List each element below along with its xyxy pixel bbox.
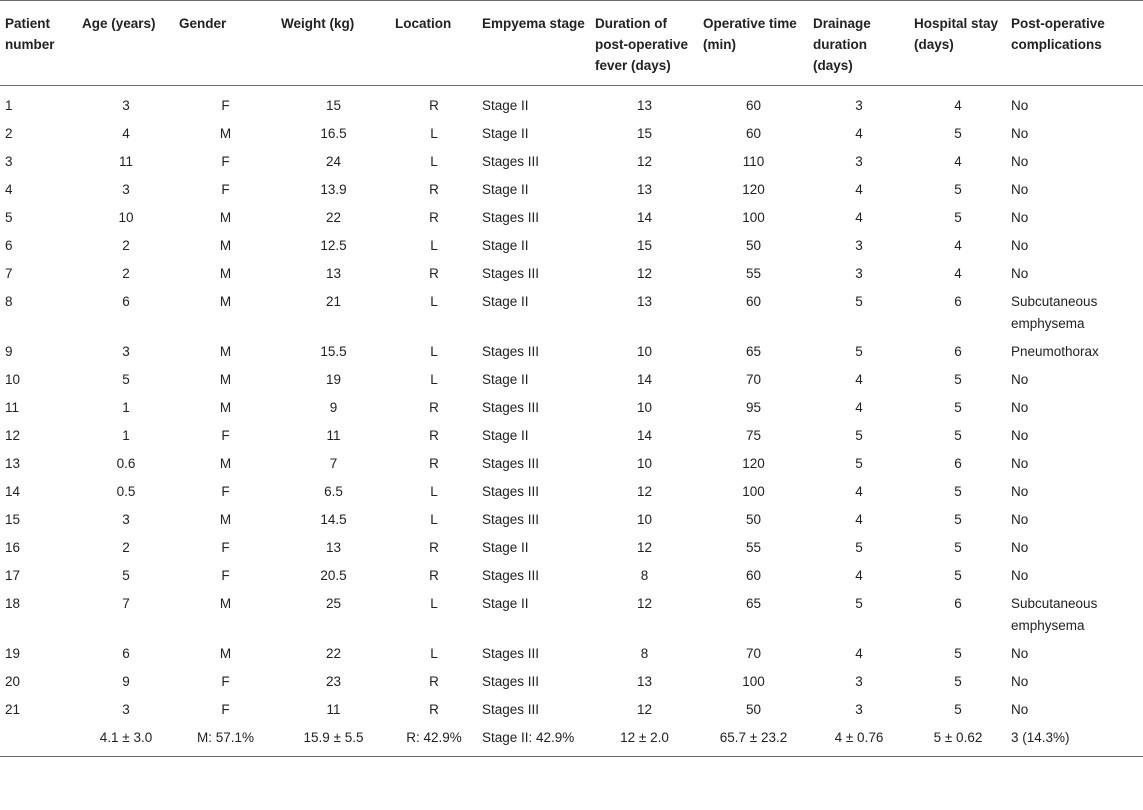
table-cell: 2 — [122, 238, 130, 253]
table-cell: L — [430, 596, 438, 611]
table-row — [0, 668, 1143, 696]
table-cell: 50 — [745, 238, 762, 253]
table-cell: 4 — [954, 98, 962, 113]
table-cell: 4 — [954, 238, 962, 253]
table-cell: 50 — [745, 512, 762, 527]
table-cell: 11 — [118, 154, 133, 169]
table-cell: 5 — [954, 512, 962, 527]
table-cell: 19 — [5, 646, 21, 661]
table-cell: 6 — [954, 294, 962, 309]
table-row — [0, 562, 1143, 590]
table-cell: 60 — [745, 568, 762, 583]
table-cell: 11 — [326, 702, 341, 717]
table-cell: 14 — [636, 210, 653, 225]
table-cell: 14 — [5, 484, 21, 499]
table-cell: 65 — [745, 596, 762, 611]
table-cell: 9 — [329, 400, 338, 415]
table-cell: 100 — [742, 484, 765, 499]
table-cell: 3 — [855, 674, 863, 689]
table-cell: R — [429, 568, 439, 583]
table-cell: 6 — [954, 456, 962, 471]
table-cell: Stages III — [482, 674, 540, 689]
table-cell: 14 — [636, 372, 653, 387]
table-cell: 55 — [745, 540, 762, 555]
table-cell: 12 — [5, 428, 21, 443]
table-cell: 4 — [855, 182, 863, 197]
table-cell: 13 — [325, 540, 342, 555]
table-cell: 4 — [855, 126, 863, 141]
table-cell: 4.1 ± 3.0 — [99, 730, 153, 745]
table-cell: 5 — [954, 400, 962, 415]
table-cell: 120 — [742, 182, 765, 197]
table-cell: R — [429, 182, 439, 197]
table-cell: 23 — [325, 674, 342, 689]
table-cell: 5 — [855, 294, 863, 309]
table-cell: Stage II — [482, 294, 529, 309]
table-cell: 5 — [954, 646, 962, 661]
table-cell: 1 — [5, 98, 13, 113]
table-cell: 5 — [954, 674, 962, 689]
table-cell: 12 — [636, 154, 653, 169]
column-header: Operative time (min) — [703, 16, 797, 52]
table-row — [0, 338, 1143, 366]
table-cell: 7 — [5, 266, 13, 281]
table-cell: 5 — [954, 182, 962, 197]
table-cell: R: 42.9% — [406, 730, 462, 745]
table-row — [0, 86, 1143, 121]
table-cell: L — [430, 344, 438, 359]
table-cell: R — [429, 400, 439, 415]
table-cell: M — [219, 126, 232, 141]
table-row — [0, 176, 1143, 204]
table-cell: 95 — [745, 400, 762, 415]
table-row — [0, 260, 1143, 288]
table-cell: 20.5 — [320, 568, 347, 583]
table-cell: No — [1011, 182, 1029, 197]
table-cell: F — [221, 154, 230, 169]
table-cell: R — [429, 210, 439, 225]
table-cell: 4 — [855, 210, 863, 225]
table-row — [0, 450, 1143, 478]
table-cell: 2 — [5, 126, 13, 141]
table-cell: 5 — [855, 456, 863, 471]
table-row — [0, 204, 1143, 232]
table-cell: 5 — [954, 372, 962, 387]
table-cell — [0, 724, 77, 757]
table-cell: 21 — [5, 702, 21, 717]
table-cell: 10 — [636, 344, 653, 359]
table-cell: R — [429, 428, 439, 443]
table-row — [0, 506, 1143, 534]
table-cell: 2 — [122, 540, 130, 555]
table-cell: 5 — [122, 372, 130, 387]
table-cell: 17 — [5, 568, 21, 583]
table-cell: 50 — [745, 702, 762, 717]
table-cell: 15 — [636, 126, 653, 141]
table-cell: 4 — [855, 646, 863, 661]
table-cell: 15.9 ± 5.5 — [303, 730, 364, 745]
table-cell: 100 — [742, 674, 765, 689]
table-cell: No — [1011, 238, 1029, 253]
table-cell: 8 — [640, 646, 649, 661]
table-cell: L — [430, 154, 438, 169]
table-cell: 4 — [954, 266, 962, 281]
column-header: Duration of post-operative fever (days) — [595, 16, 689, 73]
table-row — [0, 394, 1143, 422]
table-cell: 6.5 — [324, 484, 343, 499]
table-cell: R — [429, 674, 439, 689]
table-row — [0, 288, 1143, 338]
summary-row — [0, 724, 1143, 757]
table-cell: 14 — [636, 428, 653, 443]
table-cell: Stages III — [482, 484, 540, 499]
table-cell: 12 — [636, 702, 653, 717]
table-row — [0, 590, 1143, 640]
table-cell: 3 — [122, 182, 130, 197]
table-cell: Pneumothorax — [1011, 344, 1099, 359]
table-cell: 8 — [5, 294, 13, 309]
table-cell: 55 — [745, 266, 762, 281]
table-cell: Stage II: 42.9% — [482, 730, 575, 745]
table-cell: 22 — [325, 646, 342, 661]
table-cell: L — [430, 126, 438, 141]
table-cell: Stage II — [482, 540, 529, 555]
table-cell: 6 — [122, 294, 130, 309]
table-cell: No — [1011, 702, 1029, 717]
table-cell: 10 — [118, 210, 134, 225]
table-cell: Stage II — [482, 596, 529, 611]
table-cell: 5 — [954, 484, 962, 499]
table-cell: 12 — [636, 540, 653, 555]
table-cell: F — [221, 540, 230, 555]
table-cell: 5 — [954, 428, 962, 443]
table-cell: 12 — [636, 484, 653, 499]
table-cell: 12 — [636, 266, 653, 281]
table-cell: 3 — [122, 98, 130, 113]
table-cell: 16.5 — [320, 126, 347, 141]
table-cell: 4 — [5, 182, 13, 197]
table-cell: 70 — [745, 646, 762, 661]
header-row — [0, 1, 1143, 86]
table-cell: 3 — [855, 266, 863, 281]
table-cell: No — [1011, 512, 1029, 527]
table-cell: 70 — [745, 372, 762, 387]
table-cell: 60 — [745, 294, 762, 309]
table-cell: 60 — [745, 126, 762, 141]
table-cell: F — [221, 702, 230, 717]
table-cell: M — [219, 646, 232, 661]
table-cell: 6 — [954, 344, 962, 359]
table-row — [0, 148, 1143, 176]
table-cell: 13 — [636, 674, 653, 689]
table-cell: F — [221, 428, 230, 443]
table-cell: 110 — [742, 154, 765, 169]
table-cell: 10 — [636, 400, 653, 415]
table-cell: 4 — [122, 126, 130, 141]
table-cell: 65.7 ± 23.2 — [719, 730, 788, 745]
table-cell: 6 — [954, 596, 962, 611]
table-cell: 20 — [5, 674, 21, 689]
table-cell: 19 — [325, 372, 342, 387]
table-cell: R — [429, 266, 439, 281]
table-cell: 5 — [855, 428, 863, 443]
table-cell: 4 ± 0.76 — [834, 730, 884, 745]
table-cell: M: 57.1% — [196, 730, 255, 745]
table-cell: Stage II — [482, 428, 529, 443]
table-cell: 15 — [636, 238, 653, 253]
table-cell: Stage II — [482, 126, 529, 141]
table-cell: L — [430, 646, 438, 661]
table-cell: 100 — [742, 210, 765, 225]
table-cell: L — [430, 484, 438, 499]
table-cell: 13.9 — [320, 182, 347, 197]
table-cell: No — [1011, 646, 1029, 661]
table-cell: 5 — [954, 210, 962, 225]
table-cell: 18 — [5, 596, 21, 611]
table-cell: No — [1011, 484, 1029, 499]
table-cell: 3 — [122, 512, 130, 527]
table-cell: Stages III — [482, 646, 540, 661]
column-header: Post-operative complications — [1011, 16, 1105, 52]
table-cell: 5 ± 0.62 — [933, 730, 983, 745]
table-row — [0, 534, 1143, 562]
table-cell: Stages III — [482, 568, 540, 583]
table-cell: M — [219, 456, 232, 471]
table-cell: 3 — [122, 702, 130, 717]
table-cell: 1 — [122, 428, 130, 443]
table-cell: 3 — [5, 154, 13, 169]
column-header: Patient number — [5, 16, 55, 52]
table-cell: 13 — [636, 294, 653, 309]
table-cell: Stages III — [482, 344, 540, 359]
table-cell: 3 — [855, 238, 863, 253]
table-cell: No — [1011, 540, 1029, 555]
table-cell: No — [1011, 266, 1029, 281]
table-cell: L — [430, 512, 438, 527]
table-cell: 24 — [325, 154, 342, 169]
table-cell: 0.5 — [116, 484, 136, 499]
table-cell: No — [1011, 568, 1029, 583]
table-cell: 5 — [954, 568, 962, 583]
table-cell: 12.5 — [320, 238, 347, 253]
table-cell: F — [221, 674, 230, 689]
table-cell: 0.6 — [116, 456, 136, 471]
table-cell: 13 — [325, 266, 342, 281]
table-cell: 5 — [855, 596, 863, 611]
table-cell: 16 — [5, 540, 21, 555]
table-cell: M — [219, 266, 232, 281]
table-cell: Stages III — [482, 154, 540, 169]
table-row — [0, 422, 1143, 450]
table-cell: Stage II — [482, 182, 529, 197]
table-cell: 1 — [122, 400, 130, 415]
table-cell: 22 — [325, 210, 342, 225]
table-cell: Stages III — [482, 702, 540, 717]
table-cell: 4 — [855, 372, 863, 387]
table-row — [0, 366, 1143, 394]
table-cell: 10 — [5, 372, 21, 387]
table-cell: 3 — [855, 702, 863, 717]
column-header: Empyema stage — [482, 16, 585, 31]
table-body — [0, 86, 1143, 757]
column-header: Drainage duration (days) — [813, 16, 871, 73]
table-cell: Subcutaneous emphysema — [1011, 294, 1098, 331]
table-cell: 3 — [855, 98, 863, 113]
column-header: Gender — [179, 16, 227, 31]
table-cell: 5 — [954, 126, 962, 141]
column-header: Location — [395, 16, 452, 31]
table-cell: R — [429, 702, 439, 717]
table-cell: 21 — [325, 294, 342, 309]
table-cell: F — [221, 568, 230, 583]
table-cell: 8 — [640, 568, 649, 583]
table-cell: 5 — [855, 540, 863, 555]
table-cell: M — [219, 596, 232, 611]
table-cell: 5 — [5, 210, 13, 225]
table-cell: 12 — [636, 596, 653, 611]
table-cell: No — [1011, 210, 1029, 225]
table-cell: 15 — [325, 98, 342, 113]
table-cell: No — [1011, 674, 1029, 689]
table-header — [0, 1, 1143, 86]
table-cell: L — [430, 294, 438, 309]
table-cell: 4 — [855, 400, 863, 415]
table-cell: 120 — [742, 456, 765, 471]
table-cell: M — [219, 512, 232, 527]
table-cell: F — [221, 182, 230, 197]
table-cell: 13 — [636, 98, 653, 113]
table-cell: L — [430, 238, 438, 253]
table-cell: 11 — [326, 428, 341, 443]
table-cell: 3 — [855, 154, 863, 169]
table-cell: L — [430, 372, 438, 387]
table-cell: 2 — [122, 266, 130, 281]
table-cell: M — [219, 294, 232, 309]
table-row — [0, 640, 1143, 668]
table-cell: 60 — [745, 98, 762, 113]
table-cell: 65 — [745, 344, 762, 359]
table-cell: 10 — [636, 512, 653, 527]
table-cell: 13 — [5, 456, 21, 471]
table-cell: 3 (14.3%) — [1011, 730, 1070, 745]
table-cell: No — [1011, 154, 1029, 169]
column-header: Weight (kg) — [281, 16, 355, 31]
table-cell: Stage II — [482, 372, 529, 387]
table-cell: 13 — [636, 182, 653, 197]
table-cell: 4 — [954, 154, 962, 169]
column-header: Hospital stay (days) — [914, 16, 999, 52]
table-cell: Stages III — [482, 456, 540, 471]
table-cell: 7 — [329, 456, 338, 471]
table-cell: 3 — [122, 344, 130, 359]
table-cell: M — [219, 238, 232, 253]
table-row — [0, 478, 1143, 506]
table-cell: Stages III — [482, 512, 540, 527]
table-cell: 15.5 — [320, 344, 347, 359]
table-cell: 9 — [5, 344, 13, 359]
table-cell: 5 — [122, 568, 130, 583]
table-cell: No — [1011, 428, 1029, 443]
table-cell: 5 — [954, 702, 962, 717]
table-row — [0, 120, 1143, 148]
table-cell: No — [1011, 98, 1029, 113]
table-cell: Subcutaneous emphysema — [1011, 596, 1098, 633]
table-cell: 5 — [855, 344, 863, 359]
table-cell: Stage II — [482, 238, 529, 253]
table-cell: Stages III — [482, 400, 540, 415]
table-cell: 10 — [636, 456, 653, 471]
table-cell: 75 — [745, 428, 762, 443]
table-cell: M — [219, 344, 232, 359]
table-cell: 4 — [855, 484, 863, 499]
table-cell: 15 — [5, 512, 21, 527]
table-row — [0, 232, 1143, 260]
table-cell: 7 — [122, 596, 130, 611]
table-cell: No — [1011, 126, 1029, 141]
table-cell: 4 — [855, 512, 863, 527]
table-cell: 14.5 — [320, 512, 347, 527]
table-row — [0, 696, 1143, 724]
column-header: Age (years) — [82, 16, 156, 31]
table-cell: 4 — [855, 568, 863, 583]
table-cell: M — [219, 400, 232, 415]
table-cell: No — [1011, 456, 1029, 471]
table-cell: No — [1011, 372, 1029, 387]
table-cell: F — [221, 484, 230, 499]
table-cell: R — [429, 456, 439, 471]
table-cell: R — [429, 98, 439, 113]
table-cell: No — [1011, 400, 1029, 415]
table-cell: M — [219, 210, 232, 225]
table-cell: 11 — [5, 400, 20, 415]
table-cell: Stage II — [482, 98, 529, 113]
table-cell: R — [429, 540, 439, 555]
table-cell: 25 — [325, 596, 342, 611]
table-cell: 9 — [122, 674, 130, 689]
table-cell: F — [221, 98, 230, 113]
table-cell: 6 — [5, 238, 13, 253]
table-cell: M — [219, 372, 232, 387]
table-cell: Stages III — [482, 266, 540, 281]
table-cell: 12 ± 2.0 — [620, 730, 669, 745]
table-cell: 6 — [122, 646, 130, 661]
table-cell: 5 — [954, 540, 962, 555]
table-cell: Stages III — [482, 210, 540, 225]
